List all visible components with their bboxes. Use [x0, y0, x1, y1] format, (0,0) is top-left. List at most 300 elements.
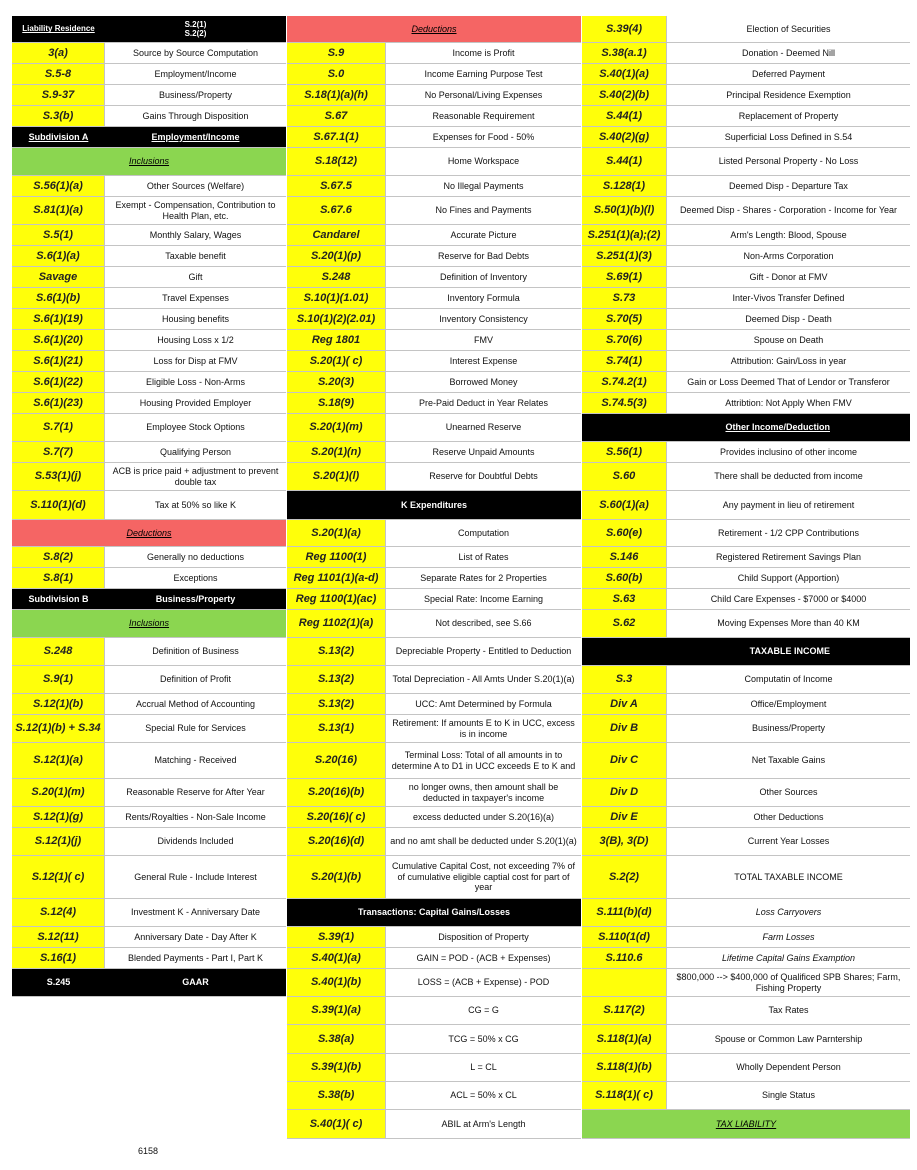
table-row: [582, 568, 910, 589]
table-row: [287, 330, 581, 351]
table-row: [287, 288, 581, 309]
section-description: no longer owns, then amount shall be deducted in taxpayer's income: [386, 779, 581, 806]
table-row: [12, 351, 286, 372]
section-description: Income Earning Purpose Test: [386, 64, 581, 84]
section-description: Accrual Method of Accounting: [105, 694, 286, 714]
table-row: [582, 372, 910, 393]
section-header-row: [12, 16, 286, 43]
section-reference: S.39(4): [582, 16, 667, 42]
table-row: [582, 309, 910, 330]
section-description: L = CL: [386, 1054, 581, 1081]
table-row: [582, 997, 910, 1025]
section-reference: S.60: [582, 463, 667, 490]
section-reference: S.20(1)( c): [287, 351, 386, 371]
table-row: [287, 225, 581, 246]
section-reference: S.20(1)(p): [287, 246, 386, 266]
section-reference: S.39(1)(b): [287, 1054, 386, 1081]
table-row: [287, 743, 581, 779]
section-description: Reserve for Bad Debts: [386, 246, 581, 266]
section-band: [12, 520, 286, 547]
section-description: Eligible Loss - Non-Arms: [105, 372, 286, 392]
section-reference: S.12(11): [12, 927, 105, 947]
section-reference: S.70(5): [582, 309, 667, 329]
table-row: [582, 807, 910, 828]
table-row: [287, 779, 581, 807]
table-row: [287, 666, 581, 694]
section-reference: S.6(1)(a): [12, 246, 105, 266]
section-reference: S.20(16)( c): [287, 807, 386, 827]
column-right: [582, 16, 910, 1139]
section-reference: S.12(1)(b) + S.34: [12, 715, 105, 742]
section-header-row: [12, 127, 286, 148]
section-reference: S.74.2(1): [582, 372, 667, 392]
section-description: Definition of Profit: [105, 666, 286, 693]
section-reference: S.2(2): [582, 856, 667, 898]
section-description: Deemed Disp - Death: [667, 309, 910, 329]
table-row: [287, 148, 581, 176]
section-reference: S.245: [12, 969, 105, 996]
table-row: [287, 568, 581, 589]
section-band-label: Inclusions: [128, 156, 170, 167]
section-band: [12, 148, 286, 176]
section-reference: Div A: [582, 694, 667, 714]
table-row: [12, 779, 286, 807]
section-description: List of Rates: [386, 547, 581, 567]
section-reference: S.40(1)( c): [287, 1110, 386, 1138]
table-row: [12, 715, 286, 743]
section-description: No Personal/Living Expenses: [386, 85, 581, 105]
section-description: Generally no deductions: [105, 547, 286, 567]
section-reference: S.3(b): [12, 106, 105, 126]
section-reference: S.60(e): [582, 520, 667, 546]
section-reference: S.12(1)(a): [12, 743, 105, 778]
section-description: Gift: [105, 267, 286, 287]
table-row: [12, 225, 286, 246]
table-row: [582, 856, 910, 899]
table-row: [287, 197, 581, 225]
section-reference: S.128(1): [582, 176, 667, 196]
section-reference: S.12(1)(g): [12, 807, 105, 827]
section-band: [582, 1110, 910, 1139]
section-header-row: [12, 589, 286, 610]
section-description: Current Year Losses: [667, 828, 910, 855]
table-row: [12, 393, 286, 414]
section-description: Donation - Deemed Nill: [667, 43, 910, 63]
section-description: Disposition of Property: [386, 927, 581, 947]
section-description: Inter-Vivos Transfer Defined: [667, 288, 910, 308]
section-description: General Rule - Include Interest: [105, 856, 286, 898]
section-description: Farm Losses: [667, 927, 910, 947]
table-row: [287, 442, 581, 463]
section-reference: S.74(1): [582, 351, 667, 371]
table-row: [287, 856, 581, 899]
table-row: [582, 267, 910, 288]
table-row: [582, 547, 910, 568]
table-row: [12, 927, 286, 948]
section-description: GAIN = POD - (ACB + Expenses): [386, 948, 581, 968]
section-description: FMV: [386, 330, 581, 350]
section-reference: S.248: [287, 267, 386, 287]
section-description: Office/Employment: [667, 694, 910, 714]
section-description: No Fines and Payments: [386, 197, 581, 224]
table-row: [287, 1110, 581, 1139]
section-reference: S.56(1)(a): [12, 176, 105, 196]
table-row: [287, 85, 581, 106]
table-row: [12, 197, 286, 225]
section-reference: S.118(1)( c): [582, 1082, 667, 1109]
section-reference: Reg 1102(1)(a): [287, 610, 386, 637]
section-reference: S.13(2): [287, 638, 386, 665]
section-description: There shall be deducted from income: [667, 463, 910, 490]
section-reference: S.16(1): [12, 948, 105, 968]
table-row: [12, 176, 286, 197]
section-reference: S.12(1)(j): [12, 828, 105, 855]
section-description: Gain or Loss Deemed That of Lendor or Transferor: [667, 372, 910, 392]
section-reference: S.20(1)(n): [287, 442, 386, 462]
section-description: Retirement - 1/2 CPP Contributions: [667, 520, 910, 546]
section-reference: S.9(1): [12, 666, 105, 693]
table-row: [287, 176, 581, 197]
section-description: Loss for Disp at FMV: [105, 351, 286, 371]
section-reference: S.67.5: [287, 176, 386, 196]
section-reference: S.117(2): [582, 997, 667, 1024]
section-description: Principal Residence Exemption: [667, 85, 910, 105]
table-row: [582, 351, 910, 372]
section-description: Cumulative Capital Cost, not exceeding 7% of of cumulative eligible captial cost for part of year: [386, 856, 581, 898]
section-description: Replacement of Property: [667, 106, 910, 126]
section-reference: S.39(1): [287, 927, 386, 947]
table-row: [582, 442, 910, 463]
section-description: and no amt shall be deducted under S.20(1)(a): [386, 828, 581, 855]
section-band-label: Deductions: [411, 23, 457, 34]
section-description: Reserve for Doubtful Debts: [386, 463, 581, 490]
table-row: [582, 1054, 910, 1082]
table-row: [12, 463, 286, 491]
table-row: [287, 351, 581, 372]
section-description: Housing benefits: [105, 309, 286, 329]
section-description: CG = G: [386, 997, 581, 1024]
section-description: UCC: Amt Determined by Formula: [386, 694, 581, 714]
section-description: Source by Source Computation: [105, 43, 286, 63]
table-row: [287, 64, 581, 85]
section-description: Accurate Picture: [386, 225, 581, 245]
section-reference: Div C: [582, 743, 667, 778]
table-row: [582, 148, 910, 176]
section-reference: S.18(12): [287, 148, 386, 175]
section-description: $800,000 --> $400,000 of Qualificed SPB Shares; Farm, Fishing Property: [667, 969, 910, 996]
section-description: Qualifying Person: [105, 442, 286, 462]
table-row: [582, 197, 910, 225]
section-description: Dividends Included: [105, 828, 286, 855]
table-row: [12, 638, 286, 666]
section-description: Net Taxable Gains: [667, 743, 910, 778]
table-row: [12, 899, 286, 927]
section-description: Expenses for Food - 50%: [386, 127, 581, 147]
section-description: Reserve Unpaid Amounts: [386, 442, 581, 462]
section-description: Special Rule for Services: [105, 715, 286, 742]
section-description: Travel Expenses: [105, 288, 286, 308]
section-reference: [582, 969, 667, 996]
section-reference: S.20(1)(m): [287, 414, 386, 441]
table-row: [582, 828, 910, 856]
section-description: Reasonable Reserve for After Year: [105, 779, 286, 806]
section-reference: S.8(1): [12, 568, 105, 588]
section-reference: S.81(1)(a): [12, 197, 105, 224]
section-description: ACB is price paid + adjustment to prevent double tax: [105, 463, 286, 490]
section-reference: S.56(1): [582, 442, 667, 462]
section-reference: S.70(6): [582, 330, 667, 350]
table-row: [12, 372, 286, 393]
section-reference: S.118(1)(b): [582, 1054, 667, 1081]
section-reference: S.44(1): [582, 106, 667, 126]
section-description: Moving Expenses More than 40 KM: [667, 610, 910, 637]
section-reference: S.10(1)(2)(2.01): [287, 309, 386, 329]
section-reference: S.110(1(d): [582, 927, 667, 947]
section-reference: S.13(2): [287, 666, 386, 693]
section-reference: Div E: [582, 807, 667, 827]
table-row: [287, 807, 581, 828]
section-description: Special Rate: Income Earning: [386, 589, 581, 609]
table-row: [287, 246, 581, 267]
section-description: Pre-Paid Deduct in Year Relates: [386, 393, 581, 413]
section-description: Taxable benefit: [105, 246, 286, 266]
section-reference: 3(B), 3(D): [582, 828, 667, 855]
section-band-label: K Expenditures: [287, 491, 581, 519]
section-reference: S.13(2): [287, 694, 386, 714]
section-reference: S.7(7): [12, 442, 105, 462]
section-description: Other Deductions: [667, 807, 910, 827]
section-description: Election of Securities: [667, 16, 910, 42]
section-reference: S.60(b): [582, 568, 667, 588]
section-description: TOTAL TAXABLE INCOME: [667, 856, 910, 898]
table-row: [12, 246, 286, 267]
section-description: LOSS = (ACB + Expense) - POD: [386, 969, 581, 996]
table-row: [287, 520, 581, 547]
section-reference: S.110(1)(d): [12, 491, 105, 519]
section-reference: S.9-37: [12, 85, 105, 105]
section-description: Separate Rates for 2 Properties: [386, 568, 581, 588]
section-reference: S.6(1)(21): [12, 351, 105, 371]
section-description: Business/Property: [667, 715, 910, 742]
table-row: [12, 491, 286, 520]
column-left: [12, 16, 286, 1136]
section-reference: S.118(1)(a): [582, 1025, 667, 1053]
section-description: Exempt - Compensation, Contribution to Health Plan, etc.: [105, 197, 286, 224]
section-reference: S.20(16)(d): [287, 828, 386, 855]
section-reference: Reg 1100(1)(ac): [287, 589, 386, 609]
section-reference: Div D: [582, 779, 667, 806]
section-reference: 3(a): [12, 43, 105, 63]
table-row: [287, 127, 581, 148]
section-description: Reasonable Requirement: [386, 106, 581, 126]
section-description: GAAR: [105, 969, 286, 996]
section-description: Tax at 50% so like K: [105, 491, 286, 519]
section-band: [287, 899, 581, 927]
section-description: Rents/Royalties - Non-Sale Income: [105, 807, 286, 827]
section-description: Retirement: If amounts E to K in UCC, excess is in income: [386, 715, 581, 742]
table-row: [287, 638, 581, 666]
table-row: [12, 694, 286, 715]
section-band-label: TAXABLE INCOME: [582, 638, 910, 665]
section-description: Deferred Payment: [667, 64, 910, 84]
table-row: [287, 694, 581, 715]
section-description: Wholly Dependent Person: [667, 1054, 910, 1081]
section-description: Computatin of Income: [667, 666, 910, 693]
section-reference: S.40(1)(a): [582, 64, 667, 84]
section-description: Employment/Income: [105, 64, 286, 84]
section-description: Depreciable Property - Entitled to Deduction: [386, 638, 581, 665]
section-reference: S.6(1)(23): [12, 393, 105, 413]
table-row: [12, 85, 286, 106]
section-description: Attribution: Gain/Loss in year: [667, 351, 910, 371]
section-reference: S.38(b): [287, 1082, 386, 1109]
table-row: [582, 610, 910, 638]
table-row: [287, 393, 581, 414]
table-row: [287, 948, 581, 969]
section-reference: Reg 1100(1): [287, 547, 386, 567]
table-row: [582, 288, 910, 309]
section-description: Income is Profit: [386, 43, 581, 63]
section-description: Definition of Inventory: [386, 267, 581, 287]
section-reference: S.20(3): [287, 372, 386, 392]
table-row: [582, 1082, 910, 1110]
table-row: [582, 64, 910, 85]
section-description: Housing Loss x 1/2: [105, 330, 286, 350]
section-reference: S.69(1): [582, 267, 667, 287]
section-reference: S.10(1)(1.01): [287, 288, 386, 308]
section-reference: S.6(1)(22): [12, 372, 105, 392]
table-row: [12, 568, 286, 589]
section-description: Spouse or Common Law Parntership: [667, 1025, 910, 1053]
section-reference: S.40(2)(b): [582, 85, 667, 105]
section-band: [12, 610, 286, 638]
table-row: [582, 463, 910, 491]
table-row: [287, 414, 581, 442]
section-description: Definition of Business: [105, 638, 286, 665]
section-band-label: TAX LIABILITY: [715, 1118, 777, 1129]
table-row: [12, 106, 286, 127]
section-reference: S.40(1)(b): [287, 969, 386, 996]
table-row: [582, 779, 910, 807]
table-row: [287, 1082, 581, 1110]
section-reference: S.67.1(1): [287, 127, 386, 147]
table-row: [582, 520, 910, 547]
section-description: Home Workspace: [386, 148, 581, 175]
section-header-row: [12, 969, 286, 997]
table-row: [287, 463, 581, 491]
table-row: [287, 828, 581, 856]
section-description: Gift - Donor at FMV: [667, 267, 910, 287]
section-description: Total Depreciation - All Amts Under S.20(1)(a): [386, 666, 581, 693]
table-row: [287, 997, 581, 1025]
section-reference: Candarel: [287, 225, 386, 245]
table-row: [287, 547, 581, 568]
section-description: Gains Through Disposition: [105, 106, 286, 126]
table-row: [582, 694, 910, 715]
table-row: [582, 16, 910, 43]
section-description: ABIL at Arm's Length: [386, 1110, 581, 1138]
section-band: [287, 16, 581, 43]
section-description: Single Status: [667, 1082, 910, 1109]
table-row: [287, 372, 581, 393]
section-reference: S.18(9): [287, 393, 386, 413]
section-reference: S.13(1): [287, 715, 386, 742]
table-row: [287, 715, 581, 743]
section-reference: S.146: [582, 547, 667, 567]
section-reference: S.60(1)(a): [582, 491, 667, 519]
table-row: [287, 106, 581, 127]
table-row: [287, 267, 581, 288]
blank-area: [12, 997, 286, 1136]
section-description: Anniversary Date - Day After K: [105, 927, 286, 947]
section-reference: Savage: [12, 267, 105, 287]
section-description: Registered Retirement Savings Plan: [667, 547, 910, 567]
section-reference: Reg 1101(1)(a-d): [287, 568, 386, 588]
table-row: [12, 43, 286, 64]
table-row: [12, 288, 286, 309]
table-row: [582, 246, 910, 267]
table-row: [582, 948, 910, 969]
section-description: Employee Stock Options: [105, 414, 286, 441]
table-row: [582, 106, 910, 127]
section-reference: S.50(1)(b)(l): [582, 197, 667, 224]
section-reference: Subdivision A: [12, 127, 105, 147]
section-reference: Liability Residence: [12, 16, 105, 42]
section-description: No Illegal Payments: [386, 176, 581, 196]
section-reference: S.12(1)(b): [12, 694, 105, 714]
section-reference: S.248: [12, 638, 105, 665]
section-description: Deemed Disp - Departure Tax: [667, 176, 910, 196]
section-reference: S.20(1)(b): [287, 856, 386, 898]
table-row: [582, 85, 910, 106]
section-description: Investment K - Anniversary Date: [105, 899, 286, 926]
section-band: [287, 491, 581, 520]
column-middle: [287, 16, 581, 1139]
section-description: Other Sources: [667, 779, 910, 806]
section-description: Inventory Formula: [386, 288, 581, 308]
section-description: Exceptions: [105, 568, 286, 588]
section-description: Terminal Loss: Total of all amounts in to determine A to D1 in UCC exceeds E to K and: [386, 743, 581, 778]
section-description: ACL = 50% x CL: [386, 1082, 581, 1109]
section-reference: S.20(1)(a): [287, 520, 386, 546]
table-row: [12, 267, 286, 288]
section-reference: S.18(1)(a)(h): [287, 85, 386, 105]
table-row: [287, 610, 581, 638]
section-description: Attribtion: Not Apply When FMV: [667, 393, 910, 413]
table-row: [12, 807, 286, 828]
section-description: Blended Payments - Part I, Part K: [105, 948, 286, 968]
section-reference: S.44(1): [582, 148, 667, 175]
section-reference: Subdivision B: [12, 589, 105, 609]
section-reference: S.251(1)(3): [582, 246, 667, 266]
section-reference: S.9: [287, 43, 386, 63]
section-description: Any payment in lieu of retirement: [667, 491, 910, 519]
table-row: [582, 969, 910, 997]
table-row: [287, 1054, 581, 1082]
table-row: [582, 127, 910, 148]
section-reference: S.251(1)(a);(2): [582, 225, 667, 245]
section-reference: S.6(1)(b): [12, 288, 105, 308]
table-row: [582, 666, 910, 694]
section-description: Tax Rates: [667, 997, 910, 1024]
section-description: Loss Carryovers: [667, 899, 910, 926]
section-reference: Reg 1801: [287, 330, 386, 350]
table-row: [287, 969, 581, 997]
table-row: [582, 927, 910, 948]
section-reference: S.12(1)( c): [12, 856, 105, 898]
section-description: Borrowed Money: [386, 372, 581, 392]
section-description: Not described, see S.66: [386, 610, 581, 637]
